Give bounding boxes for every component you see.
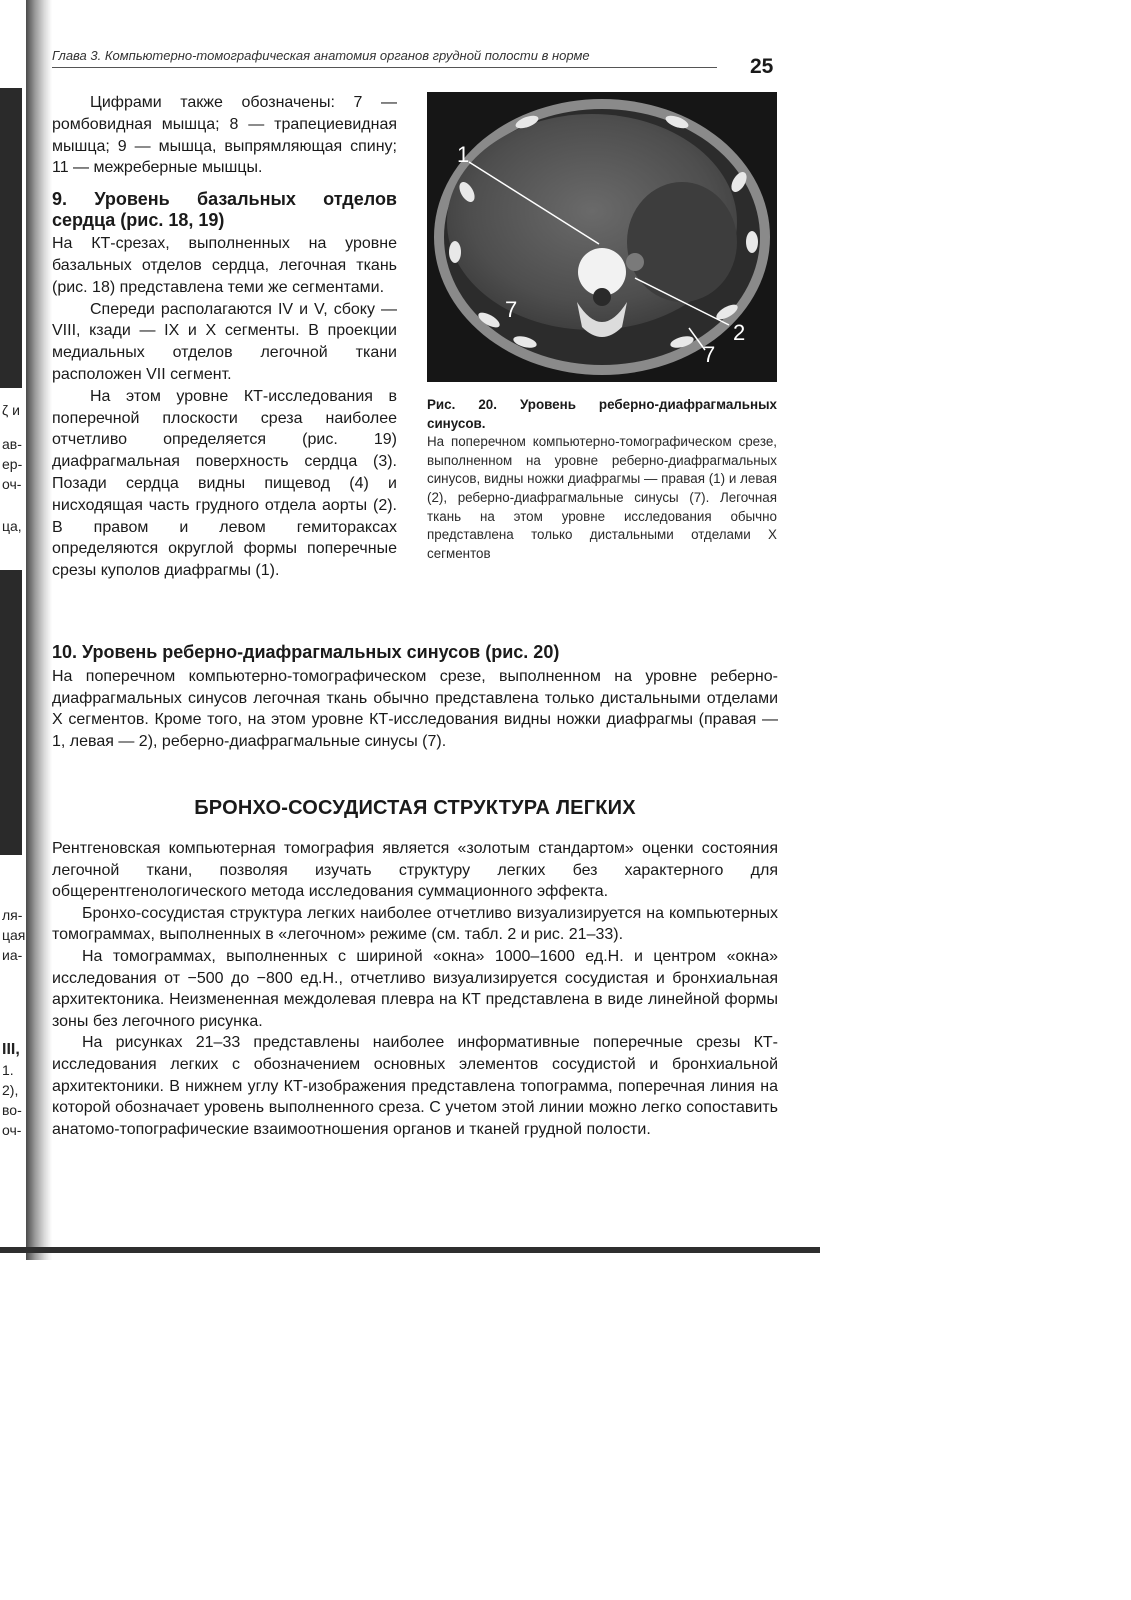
paragraph: Спереди располагаются IV и V, сбоку — VIII, кзади — IX и X сегменты. В проекции медиальных отделов легочной ткани расположен VII сегмент. [52, 300, 397, 383]
figure-label-2: 2 [733, 320, 746, 345]
caption-body: На поперечном компьютерно-томографическом срезе, выполненном на уровне реберно-диафрагмальных синусов, видны ножки диафрагмы — правая (1) и левая (2), реберно-диафрагмальные синусы (7). Легочная ткань на этом уровне исследования обычно представлена только дистальными отделами X сегментов [427, 434, 777, 561]
ct-scan-figure [427, 92, 777, 382]
caption-title: Рис. 20. Уровень реберно-диафрагмальных синусов. [427, 397, 777, 431]
figure-label-1: 1 [457, 142, 470, 167]
figure-caption [427, 396, 777, 563]
previous-page-text-fragments: III, 1. 2), во- оч- [2, 1041, 22, 1138]
previous-page-image-strip [0, 570, 22, 855]
section-10 [52, 642, 778, 753]
page-number: 25 [750, 55, 774, 78]
page-bottom-edge [0, 1247, 820, 1253]
main-body-text [52, 838, 778, 1140]
paragraph: На рисунках 21–33 представлены наиболее информативные поперечные срезы КТ-исследования легких с обозначением основных элементов сосудистой и бронхиальной архитектоники. В нижнем углу КТ-изображения представлена топограмма, поперечная линия на которой обозначает уровень выполненного среза. С учетом этой линии можно легко сопоставить анатомо-топографические взаимоотношения органов и тканей грудной полости. [52, 1034, 778, 1138]
paragraph: Рентгеновская компьютерная томография является «золотым стандартом» оценки состояния легочной ткани, позволяя изучать структуру легких без характерного для общерентгенологического метода исследования суммационного эффекта. [52, 840, 778, 901]
left-column [52, 92, 397, 582]
paragraph: На КТ-срезах, выполненных на уровне базальных отделов сердца, легочная ткань (рис. 18) представлена теми же сегментами. [52, 235, 397, 296]
previous-page-image-strip [0, 88, 22, 388]
previous-page-text-fragments: ζ и ав- ер- оч- ца, [2, 402, 23, 534]
chapter-section-title: БРОНХО-СОСУДИСТАЯ СТРУКТУРА ЛЕГКИХ [194, 797, 636, 819]
running-header: Глава 3. Компьютерно-томографическая анатомия органов грудной полости в норме [52, 48, 717, 68]
paragraph: Бронхо-сосудистая структура легких наиболее отчетливо визуализируется на компьютерных томограммах, выполненных в «легочном» режиме (см. табл. 2 и рис. 21–33). [52, 904, 778, 944]
figure-label-7-left: 7 [505, 297, 518, 322]
section-heading: 10. Уровень реберно-диафрагмальных синусов (рис. 20) [52, 642, 560, 662]
section-heading: 9. Уровень базальных отделов сердца (рис. 18, 19) [52, 189, 397, 231]
paragraph: На томограммах, выполненных с шириной «окна» 1000–1600 ед.Н. и центром «окна» исследования от −500 до −800 ед.Н., отчетливо визуализируется сосудистая и бронхиальная архитектоника. Неизмененная междолевая плевра на КТ представлена в виде линейной формы зоны без легочного рисунка. [52, 947, 778, 1030]
previous-page-text-fragments: ля- цая иа- [2, 907, 26, 963]
paragraph: На поперечном компьютерно-томографическом срезе, выполненном на уровне реберно-диафрагмальных синусов легочная ткань обычно представлена только дистальными отделами X сегментов. Кроме того, на этом уровне КТ-исследования видны ножки диафрагмы (правая — 1, левая — 2), реберно-диафрагмальные синусы (7). [52, 667, 778, 751]
figure-label-7-right: 7 [703, 342, 716, 367]
book-binding-gutter [26, 0, 52, 1260]
paragraph: Цифрами также обозначены: 7 — ромбовидная мышца; 8 — трапециевидная мышца; 9 — мышца, выпрямляющая спину; 11 — межреберные мышцы. [52, 94, 397, 177]
ct-scan-image [427, 92, 777, 382]
paragraph: На этом уровне КТ-исследования в поперечной плоскости среза наиболее отчетливо определяется (рис. 19) диафрагмальная поверхность сердца (3). Позади сердца видны пищевод (4) и нисходящая часть грудного отдела аорты (2). В правом и левом гемитораксах определяются округлой формы поперечные срезы куполов диафрагмы (1). [52, 387, 397, 580]
